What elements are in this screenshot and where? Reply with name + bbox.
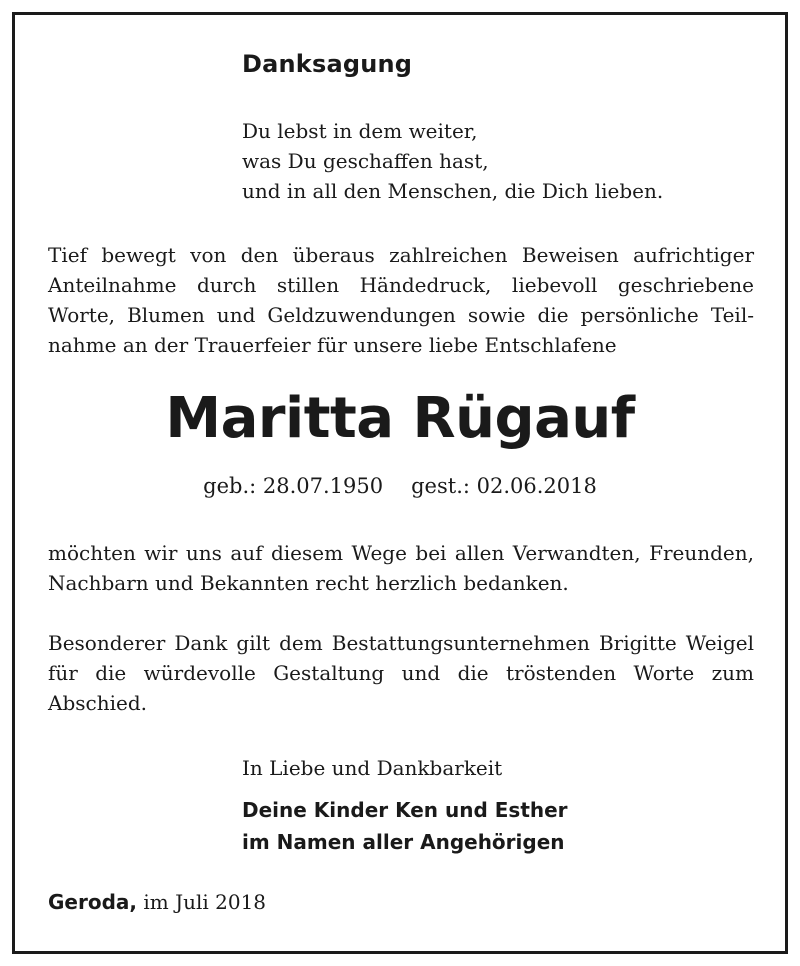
thanks-line: Nachbarn und Bekannten recht herzlich bedanken. <box>48 571 569 595</box>
closing-phrase: In Liebe und Dankbarkeit <box>242 756 503 780</box>
thanks-line: möchten wir uns auf diesem Wege bei allen Verwandten, Freunden, <box>48 541 754 565</box>
life-dates <box>0 474 800 498</box>
special-thanks-line: für die würdevolle Gestaltung und die tröstenden Worte zum <box>48 661 754 685</box>
place-date <box>48 890 266 914</box>
birth-date: geb.: 28.07.1950 <box>203 474 384 498</box>
special-thanks-line: Besonderer Dank gilt dem Bestattungsunternehmen Brigitte Weigel <box>48 631 754 655</box>
intro-paragraph <box>48 240 754 360</box>
poem <box>242 116 663 206</box>
notice-heading: Danksagung <box>242 50 413 78</box>
death-date: gest.: 02.06.2018 <box>411 474 597 498</box>
intro-line: Worte, Blumen und Geldzuwendungen sowie die persönliche Teil- <box>48 303 754 327</box>
special-thanks-line: Abschied. <box>48 691 147 715</box>
thanks-paragraph <box>48 538 754 598</box>
signer-line: Deine Kinder Ken und Esther <box>242 798 568 822</box>
poem-line: und in all den Menschen, die Dich lieben. <box>242 179 664 203</box>
signer-line: im Namen aller Angehörigen <box>242 830 565 854</box>
poem-line: Du lebst in dem weiter, <box>242 119 478 143</box>
deceased-name: Maritta Rügauf <box>165 386 635 451</box>
signers <box>242 794 568 858</box>
intro-line: nahme an der Trauerfeier für unsere liebe Entschlafene <box>48 333 617 357</box>
special-thanks-paragraph <box>48 628 754 718</box>
place-town: Geroda, <box>48 890 137 914</box>
place-date-text: im Juli 2018 <box>143 890 267 914</box>
poem-line: was Du geschaffen hast, <box>242 149 489 173</box>
intro-line: Tief bewegt von den überaus zahlreichen Beweisen aufrichtiger <box>48 243 754 267</box>
intro-line: Anteilnahme durch stillen Händedruck, liebevoll geschriebene <box>48 273 754 297</box>
